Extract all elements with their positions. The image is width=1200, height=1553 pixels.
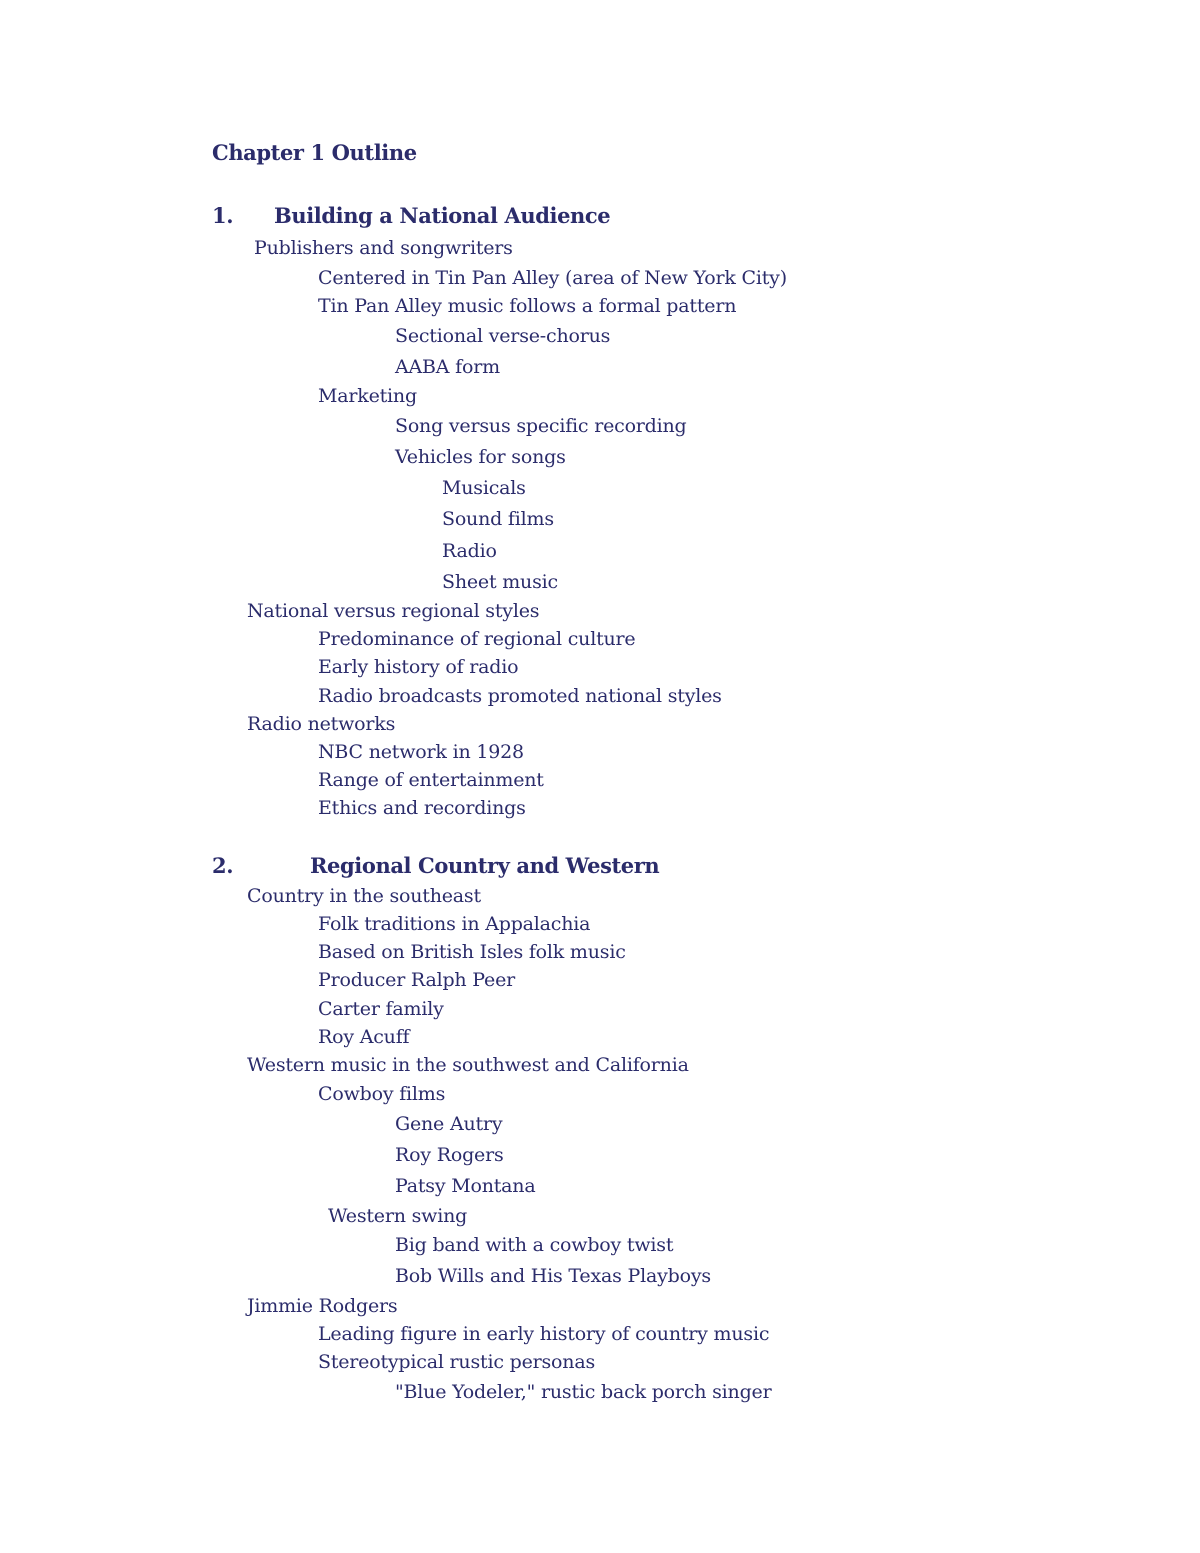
outline-item: AABA form	[395, 356, 500, 378]
outline-item: Western music in the southwest and California	[247, 1054, 689, 1076]
outline-item: Based on British Isles folk music	[318, 941, 626, 963]
outline-item: Tin Pan Alley music follows a formal pattern	[318, 295, 737, 317]
section-2-number: 2.	[212, 853, 234, 878]
outline-item: Radio	[442, 540, 497, 562]
outline-item: "Blue Yodeler," rustic back porch singer	[395, 1381, 772, 1403]
outline-item: Cowboy films	[318, 1083, 446, 1105]
outline-item: Marketing	[318, 385, 417, 407]
outline-item: Sectional verse-chorus	[395, 325, 611, 347]
outline-item: Sheet music	[442, 571, 558, 593]
outline-item: Predominance of regional culture	[318, 628, 636, 650]
outline-item: Roy Acuff	[318, 1026, 410, 1048]
outline-item: Leading figure in early history of country music	[318, 1323, 770, 1345]
outline-item: Early history of radio	[318, 656, 519, 678]
section-1-heading: Building a National Audience	[274, 203, 611, 228]
outline-item: Musicals	[442, 477, 526, 499]
outline-item: Roy Rogers	[395, 1144, 504, 1166]
outline-item: Centered in Tin Pan Alley (area of New York City)	[318, 267, 787, 289]
outline-item: Radio networks	[247, 713, 396, 735]
outline-item: Range of entertainment	[318, 769, 544, 791]
outline-item: Sound films	[442, 508, 554, 530]
outline-item: Publishers and songwriters	[254, 237, 513, 259]
section-2-heading: Regional Country and Western	[310, 853, 660, 878]
outline-item: National versus regional styles	[247, 600, 540, 622]
section-1-number: 1.	[212, 203, 234, 228]
outline-item: Stereotypical rustic personas	[318, 1351, 596, 1373]
outline-item: Radio broadcasts promoted national styles	[318, 685, 722, 707]
outline-item: Folk traditions in Appalachia	[318, 913, 591, 935]
outline-item: Vehicles for songs	[395, 446, 566, 468]
outline-item: Western swing	[328, 1205, 468, 1227]
outline-item: Carter family	[318, 998, 444, 1020]
outline-item: Patsy Montana	[395, 1175, 536, 1197]
outline-item: Bob Wills and His Texas Playboys	[395, 1265, 711, 1287]
outline-item: Big band with a cowboy twist	[395, 1234, 674, 1256]
outline-item: Song versus specific recording	[395, 415, 687, 437]
outline-item: Country in the southeast	[247, 885, 481, 907]
outline-item: Gene Autry	[395, 1113, 503, 1135]
outline-item: NBC network in 1928	[318, 741, 524, 763]
page-title: Chapter 1 Outline	[212, 140, 417, 165]
outline-item: Jimmie Rodgers	[247, 1295, 398, 1317]
outline-item: Ethics and recordings	[318, 797, 526, 819]
outline-item: Producer Ralph Peer	[318, 969, 515, 991]
